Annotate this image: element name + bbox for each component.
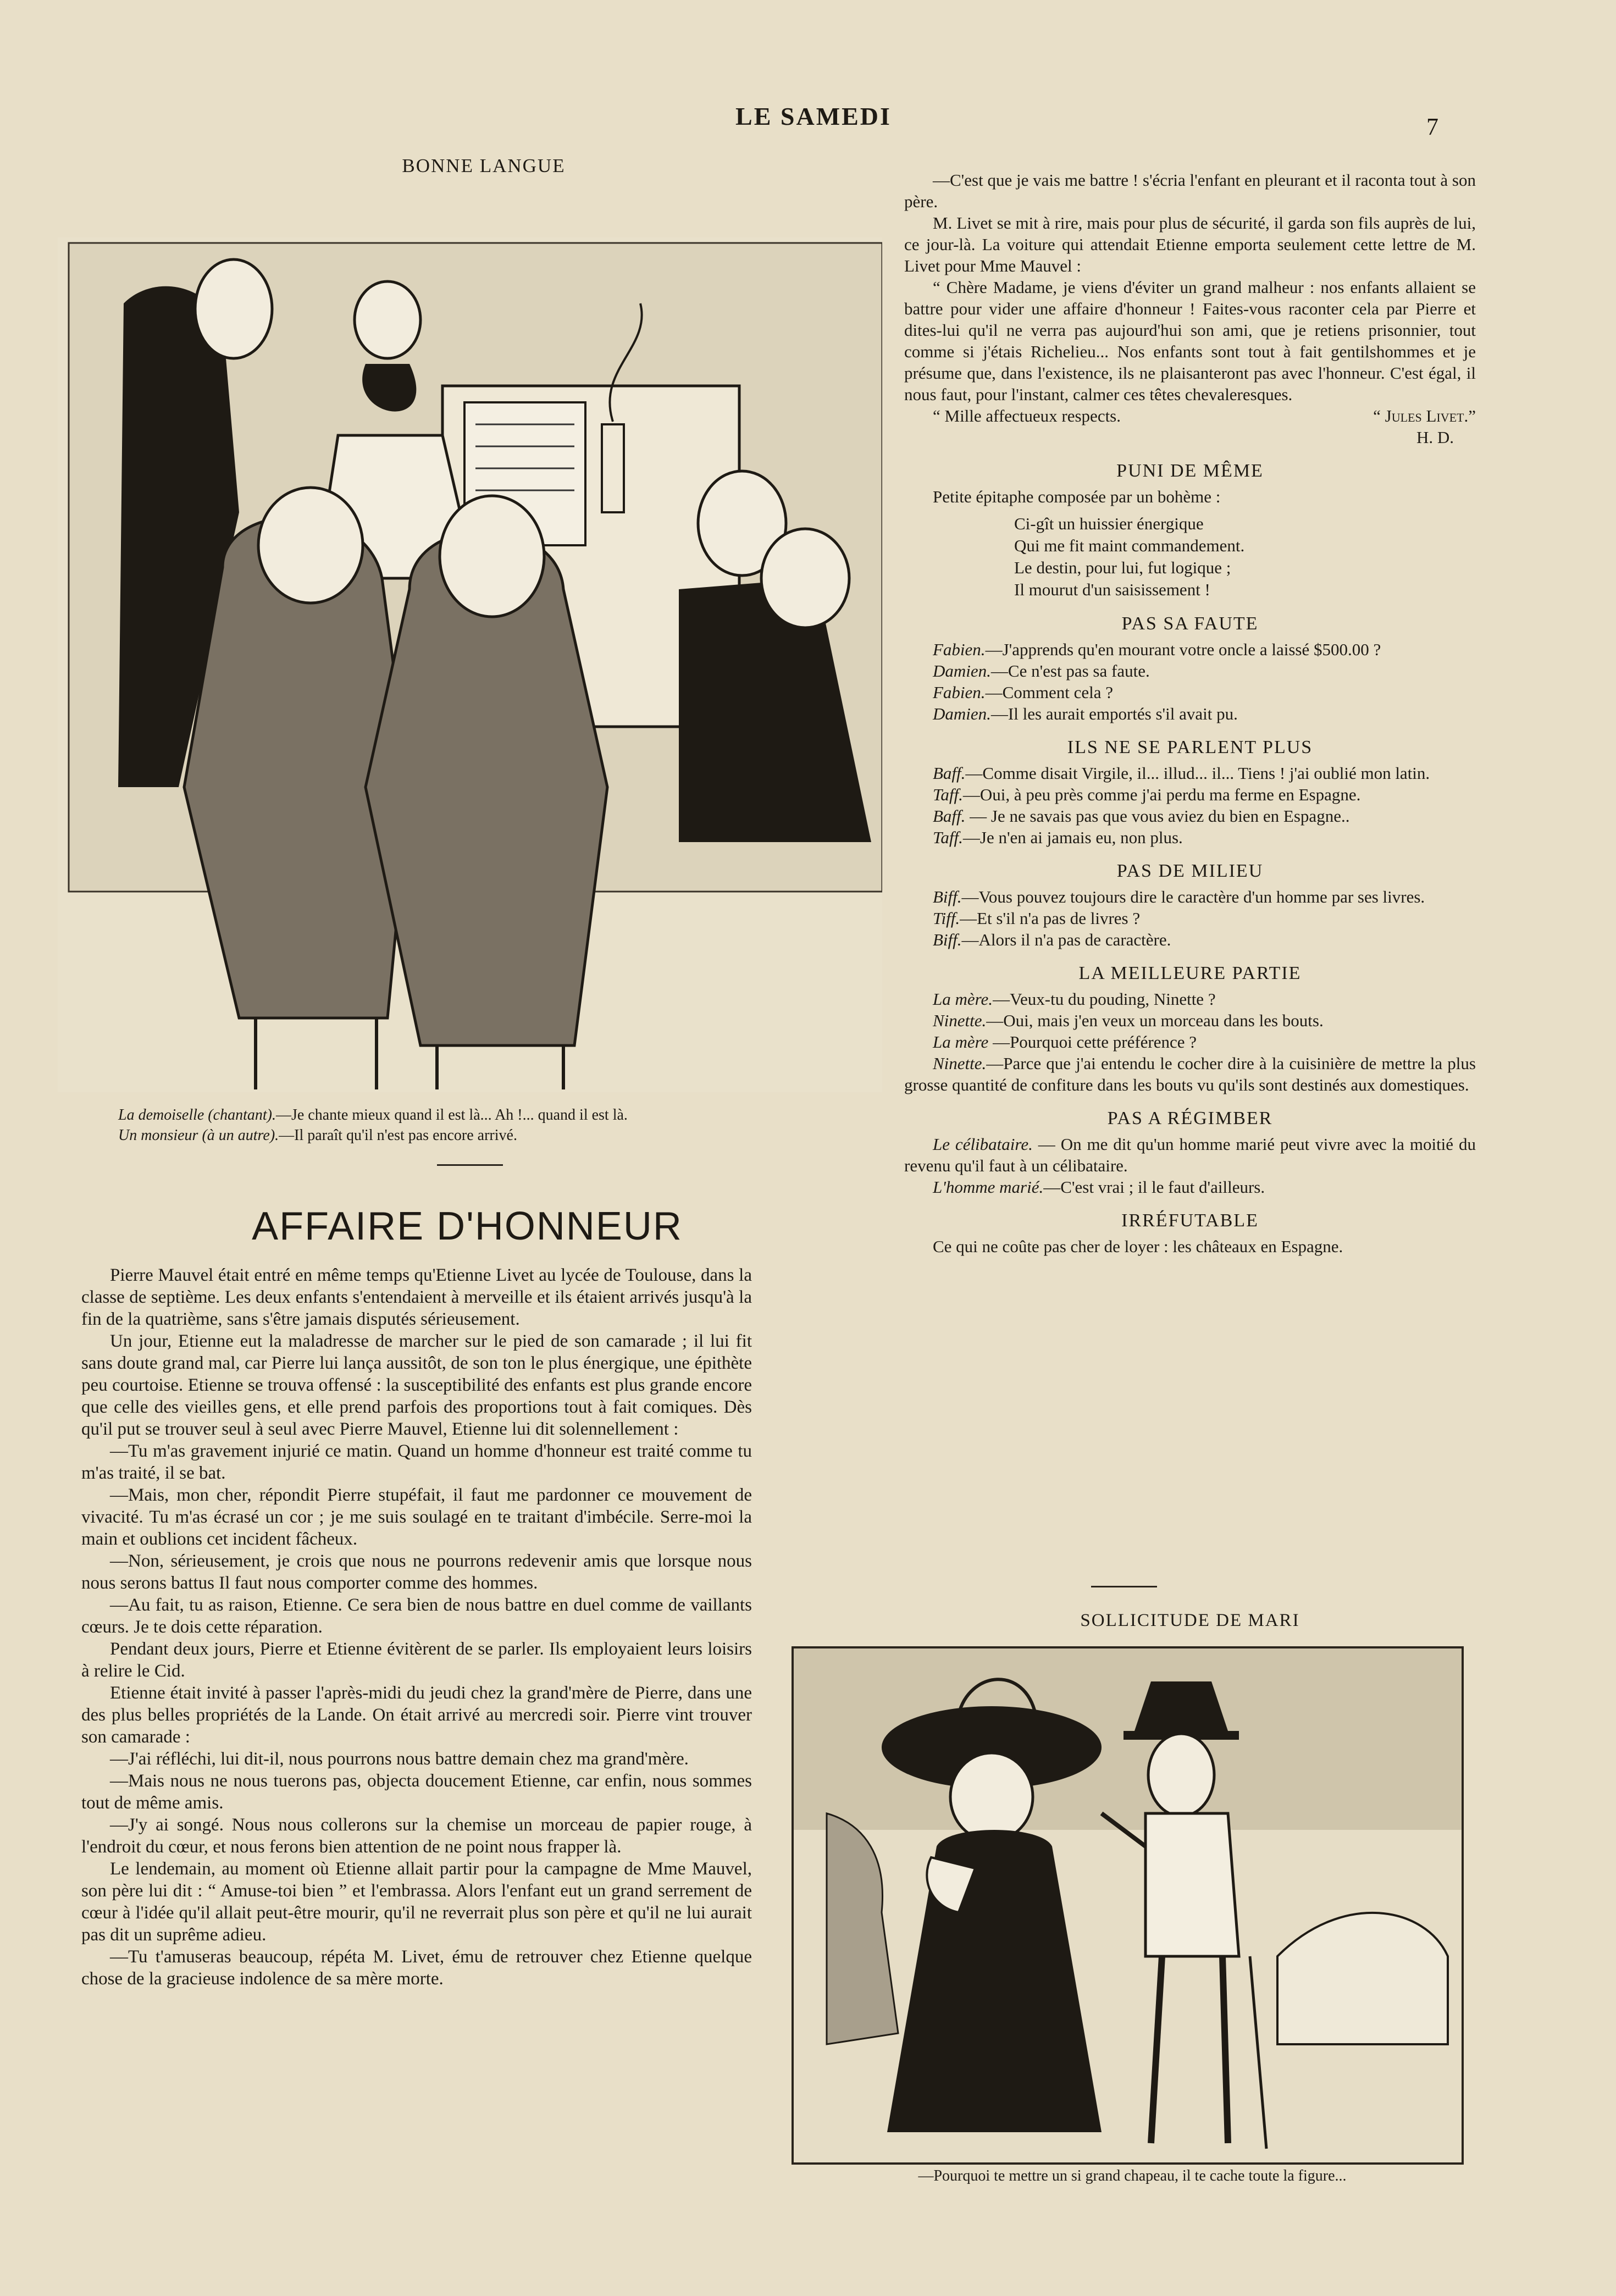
dialog-line [904,1010,1476,1031]
speaker: Damien. [933,661,991,680]
dialog-text: —Vous pouvez toujours dire le caractère d'un homme par ses livres. [961,887,1425,906]
divider-rule [1091,1586,1157,1587]
story-paragraph: —Tu m'as gravement injurié ce matin. Quand un homme d'honneur est traité comme tu m'as traité, il se bat. [81,1441,752,1483]
dialog-text: —Oui, à peu près comme j'ai perdu ma ferme en Espagne. [962,785,1361,804]
dialog-line [904,1031,1476,1053]
dialog-text: —Alors il n'a pas de caractère. [961,930,1171,949]
heading-pas-de-milieu: PAS DE MILIEU [1116,861,1264,881]
cartoon-title-bonne-langue: BONNE LANGUE [402,155,566,176]
epitaph-verse [904,513,1476,601]
speaker: Biff. [933,887,962,906]
story-paragraph: —Mais nous ne nous tuerons pas, objecta doucement Etienne, car enfin, nous sommes tout de même amis. [81,1771,752,1813]
story-paragraph: Pendant deux jours, Pierre et Etienne évitèrent de se parler. Ils employaient leurs loisirs à relire le Cid. [81,1639,752,1681]
speaker: L'homme marié. [933,1177,1044,1197]
story-paragraph: —Au fait, tu as raison, Etienne. Ce sera bien de nous battre en duel comme de vaillants cœurs. Je te dois cette réparation. [81,1595,752,1637]
dialog-line [904,827,1476,848]
caption-text-1: —Je chante mieux quand il est là... Ah !... quand il est là. [275,1106,628,1124]
author-initials: H. D. [1416,428,1454,447]
speaker: Tiff. [933,909,960,928]
story-paragraph: —Mais, mon cher, répondit Pierre stupéfait, il faut me pardonner ce mouvement de vivacité. Tu m'as écrasé un cor ; je me suis soulagé en te traitant d'imbécile. Serre-moi la main et oublions cet incident fâcheux. [81,1485,752,1549]
letter-text: “ Chère Madame, je viens d'éviter un grand malheur : nos enfants allaient se battre pour vider une affaire d'honneur ! Faites-vous raconter cela par Pierre et dites-lui qu'il ne verra pas aujourd'hui son ami, que je retiens prisonnier, tout comme si j'étais Richelieu... Nos enfants sont tout à fait gentilshommes et je présume que, dans l'existence, ils ne plaisanteront pas avec l'honneur. C'est égal, il nous faut, pour l'instant, calmer ces têtes chevaleresques. [904,278,1476,404]
cartoon-caption-sollicitude: —Pourquoi te mettre un si grand chapeau, il te cache toute la figure... [918,2167,1347,2184]
man-coat [1145,1813,1239,1956]
cartoon-illustration-bonne-langue [58,237,882,1092]
bowler-hat [1134,1681,1228,1731]
dialog-text: —J'apprends qu'en mourant votre oncle a laissé $500.00 ? [985,640,1381,659]
dialog-line [904,682,1476,703]
dialog-text: —Oui, mais j'en veux un morceau dans les bouts. [986,1011,1324,1030]
dialog-text: — Je ne savais pas que vous aviez du bien en Espagne.. [965,806,1350,826]
verse-line: Qui me fit maint commandement. [1014,536,1245,555]
divider-rule [437,1164,503,1166]
cartoon-title-sollicitude: SOLLICITUDE DE MARI [1080,1611,1300,1630]
dialog-text: —C'est vrai ; il le faut d'ailleurs. [1043,1177,1265,1197]
heading-la-meilleure-partie: LA MEILLEURE PARTIE [1078,963,1302,983]
dialog-text: —Il les aurait emportés s'il avait pu. [990,704,1238,723]
dialog-text: —Comment cela ? [985,683,1113,702]
dialog-text: —Parce que j'ai entendu le cocher dire à la cuisinière de mettre la plus grosse quantité de confiture dans les bouts vu qu'ils sont destinés aux domestiques. [904,1054,1476,1094]
speaker: Fabien. [933,683,986,702]
dialog-text: —Pourquoi cette préférence ? [988,1032,1197,1052]
caption-speaker-2: Un monsieur (à un autre). [118,1127,279,1144]
speaker: Ninette. [933,1054,987,1073]
dialog-text: —Ce n'est pas sa faute. [990,661,1150,680]
heading-ils-ne-se-parlent-plus: ILS NE SE PARLENT PLUS [1067,737,1313,757]
dialog-line [904,805,1476,827]
verse-line: Il mourut d'un saisissement ! [1014,580,1210,599]
speaker: Taff. [933,785,963,804]
irrefutable-text: Ce qui ne coûte pas cher de loyer : les châteaux en Espagne. [933,1237,1343,1256]
dialog-line [904,1176,1476,1198]
verse-line: Le destin, pour lui, fut logique ; [1014,558,1231,577]
couple-scene-drawing [794,1648,1462,2162]
dialog-text: —Veux-tu du pouding, Ninette ? [993,989,1216,1009]
dialog-line [904,886,1476,908]
story-paragraph: Un jour, Etienne eut la maladresse de marcher sur le pied de son camarade ; il lui fit sans doute grand mal, car Pierre lui lança aussitôt, de son ton le plus énergique, une épithète peu courtoise. Etienne se trouva offensé : la susceptibilité des enfants est plus grande encore que celle des vieilles gens, et elle prend parfois des proportions tout à fait comiques. Dès qu'il put se trouver seul à seul avec Pierre Mauvel, Etienne lui dit solennellement : [81,1331,752,1439]
heading-pas-sa-faute: PAS SA FAUTE [1121,613,1259,634]
dialog-line [904,908,1476,929]
speaker: Ninette. [933,1011,987,1030]
dialog-line [904,1053,1476,1096]
letter-signature: “ Jules Livet.” [1373,406,1476,425]
story-paragraph: —J'ai réfléchi, lui dit-il, nous pourrons nous battre demain chez ma grand'mère. [110,1749,689,1769]
dialog-line [904,660,1476,682]
speaker: Damien. [933,704,991,723]
dialog-line [904,784,1476,805]
cartoon-illustration-sollicitude [792,1646,1464,2165]
heading-puni-de-meme: PUNI DE MÊME [1116,461,1264,481]
speaker: Baff. [933,764,966,783]
caption-speaker-1: La demoiselle (chantant). [118,1106,276,1124]
story-continuation: M. Livet se mit à rire, mais pour plus de sécurité, il garda son fils auprès de lui, ce jour-là. La voiture qui attendait Etienne emporta seulement cette lettre de M. Livet pour Mme Mauvel : [904,213,1476,275]
right-column [904,169,1476,1257]
page-header-title: LE SAMEDI [735,102,892,130]
speaker: La mère. [933,989,993,1009]
story-paragraph: Le lendemain, au moment où Etienne allait partir pour la campagne de Mme Mauvel, son père lui dit : “ Amuse-toi bien ” et l'embrassa. Alors l'enfant eut un grand serrement de cœur à l'idée qu'il allait peut-être mourir, qu'il ne reverrait plus son père et qu'il ne lui aurait pas dit un suprême adieu. [81,1859,752,1945]
speaker: La mère [933,1032,989,1052]
cartoon-caption-bonne-langue [118,1105,866,1146]
story-title: AFFAIRE D'HONNEUR [252,1204,683,1248]
dialog-text: —Et s'il n'a pas de livres ? [960,909,1141,928]
dialog-text: —Comme disait Virgile, il... illud... il... Tiens ! j'ai oublié mon latin. [965,764,1430,783]
salon-scene-drawing [58,237,882,1092]
dialog-line [904,988,1476,1010]
speaker: Baff. [933,806,966,826]
heading-irrefutable: IRRÉFUTABLE [1121,1210,1259,1231]
story-paragraph: Etienne était invité à passer l'après-midi du jeudi chez la grand'mère de Pierre, dans une des plus belles propriétés de la Lande. On était arrivé au mercredi soir. Pierre vint trouver son camarade : [81,1683,752,1747]
dialog-line [904,762,1476,784]
story-paragraph: —J'y ai songé. Nous nous collerons sur la chemise un morceau de papier rouge, à l'endroit du cœur, et nous ferons bien attention de ne point nous frapper là. [81,1815,752,1857]
page-number: 7 [1426,113,1438,140]
story-paragraph: —Non, sérieusement, je crois que nous ne pourrons redevenir amis que lorsque nous nous serons battus Il faut nous comporter comme des hommes. [81,1551,752,1593]
dialog-line [904,929,1476,950]
speaker: Taff. [933,828,963,847]
dialog-text: —Je n'en ai jamais eu, non plus. [962,828,1183,847]
letter-closing [904,405,1476,427]
heading-pas-a-regimber: PAS A RÉGIMBER [1107,1108,1273,1128]
speaker: Le célibataire. [933,1135,1033,1154]
verse-line: Ci-gît un huissier énergique [1014,514,1204,533]
speaker: Biff. [933,930,962,949]
dialog-line [904,1133,1476,1176]
puni-intro: Petite épitaphe composée par un bohème : [933,487,1221,506]
story-paragraph: Pierre Mauvel était entré en même temps qu'Etienne Livet au lycée de Toulouse, dans la classe de septième. Les deux enfants s'entendaient à merveille et ils étaient arrivés jusqu'à la fin de la quatrième, sans s'être jamais disputés sérieusement. [81,1265,752,1329]
caption-text-2: —Il paraît qu'il n'est pas encore arrivé. [279,1127,517,1144]
dialog-line [904,703,1476,724]
dialog-text: — On me dit qu'un homme marié peut vivre avec la moitié du revenu qu'il faut à un célibataire. [904,1135,1476,1175]
dialog-line [904,639,1476,660]
letter-closing-line: “ Mille affectueux respects. [933,406,1121,425]
story-body [81,1264,752,1990]
story-continuation: —C'est que je vais me battre ! s'écria l'enfant en pleurant et il raconta tout à son père. [904,170,1476,211]
story-paragraph: —Tu t'amuseras beaucoup, répéta M. Livet, ému de retrouver chez Etienne quelque chose de la gracieuse indolence de sa mère morte. [81,1947,752,1989]
speaker: Fabien. [933,640,986,659]
